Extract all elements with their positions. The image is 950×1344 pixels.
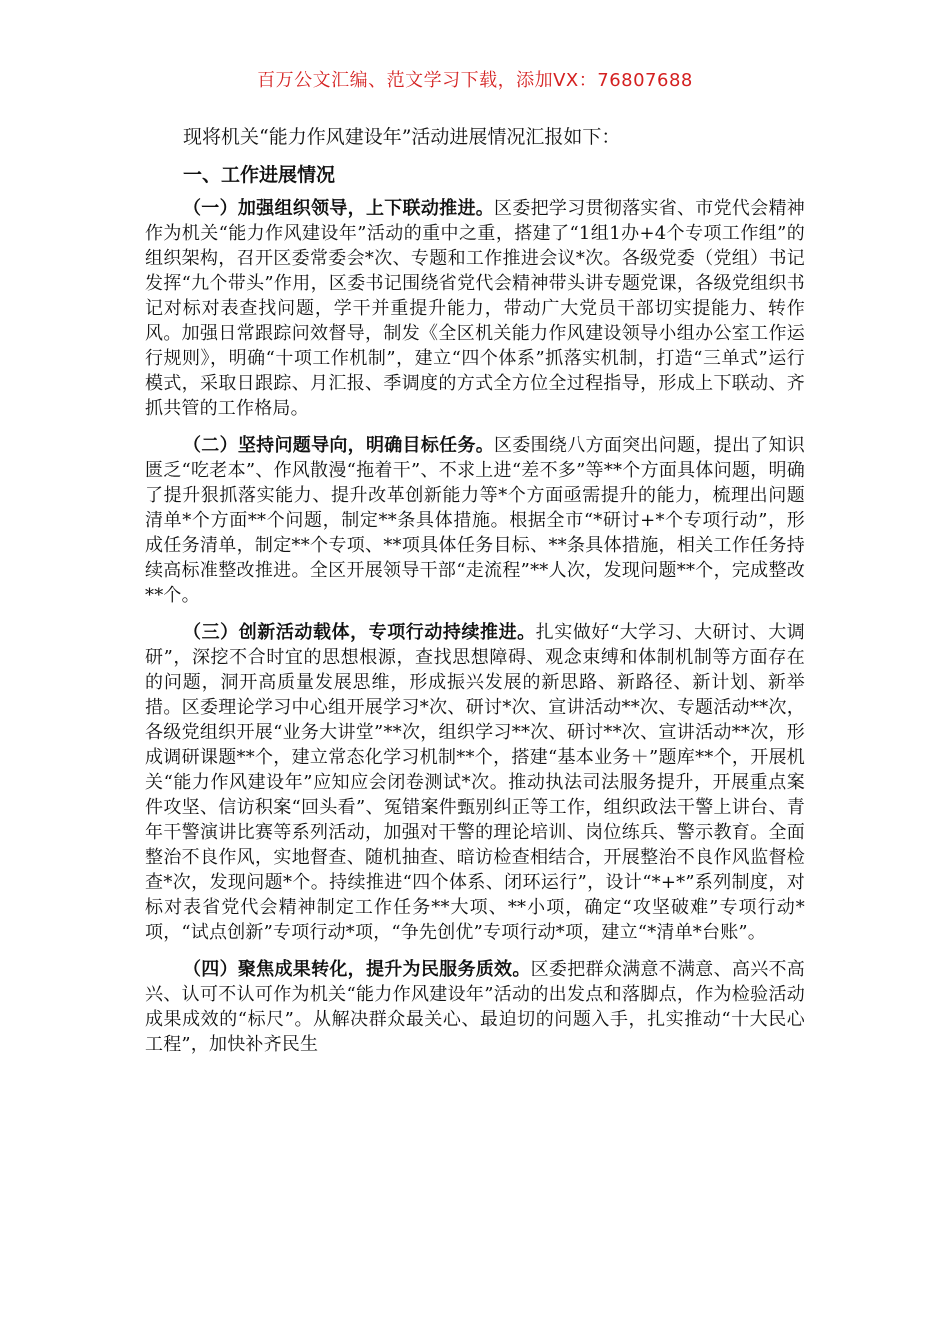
paragraph-4-lead: （四）聚焦成果转化，提升为民服务质效。 — [183, 959, 531, 980]
paragraph-3 — [145, 620, 805, 945]
paragraph-1 — [145, 196, 805, 421]
paragraph-3-body: 扎实做好“大学习、大研讨、大调研”，深挖不合时宜的思想根源，查找思想障碍、观念束缚和体制机制等方面存在的问题，洞开高质量发展思维，形成振兴发展的新思路、新路径、新计划、新举措。区委理论学习中心组开展学习*次、研讨*次、宣讲活动**次、专题活动**次，各级党组织开展“业务大讲堂”**次，组织学习**次、研讨**次、宣讲活动**次，形成调研课题**个，建立常态化学习机制**个，搭建“基本业务＋”题库**个，开展机关“能力作风建设年”应知应会闭卷测试*次。推动执法司法服务提升，开展重点案件攻坚、信访积案“回头看”、冤错案件甄别纠正等工作，组织政法干警上讲台、青年干警演讲比赛等系列活动，加强对干警的理论培训、岗位练兵、警示教育。全面整治不良作风，实地督查、随机抽查、暗访检查相结合，开展整治不良作风监督检查*次，发现问题*个。持续推进“四个体系、闭环运行”，设计“*+*”系列制度，对标对表省党代会精神制定工作任务**大项、**小项，确定“攻坚破难”专项行动*项，“试点创新”专项行动*项，“争先创优”专项行动*项，建立“*清单*台账”。 — [145, 622, 805, 943]
intro-paragraph: 现将机关“能力作风建设年”活动进展情况汇报如下： — [183, 126, 621, 148]
section-heading: 一、工作进展情况 — [183, 164, 336, 186]
paragraph-2 — [145, 433, 805, 608]
paragraph-1-body: 区委把学习贯彻落实省、市党代会精神作为机关“能力作风建设年”活动的重中之重，搭建了“1组1办+4个专项工作组”的组织架构，召开区委常委会*次、专题和工作推进会议*次。各级党委（党组）书记发挥“九个带头”作用，区委书记围绕省党代会精神带头讲专题党课，各级党组织书记对标对表查找问题，学干并重提升能力，带动广大党员干部切实提能力、转作风。加强日常跟踪问效督导，制发《全区机关能力作风建设领导小组办公室工作运行规则》，明确“十项工作机制”，建立“四个体系”抓落实机制，打造“三单式”运行模式，采取日跟踪、月汇报、季调度的方式全方位全过程指导，形成上下联动、齐抓共管的工作格局。 — [145, 198, 805, 419]
paragraph-1-lead: （一）加强组织领导，上下联动推进。 — [183, 198, 495, 219]
watermark-header: 百万公文汇编、范文学习下载，添加VX：76807688 — [257, 70, 693, 91]
paragraph-2-body: 区委围绕八方面突出问题，提出了知识匮乏“吃老本”、作风散漫“拖着干”、不求上进“差不多”等**个方面具体问题，明确了提升狠抓落实能力、提升改革创新能力等*个方面亟需提升的能力，梳理出问题清单*个方面**个问题，制定**条具体措施。根据全市“*研讨+*个专项行动”，形成任务清单，制定**个专项、**项具体任务目标、**条具体措施，相关工作任务持续高标准整改推进。全区开展领导干部“走流程”**人次，发现问题**个，完成整改**个。 — [145, 435, 805, 606]
paragraph-2-lead: （二）坚持问题导向，明确目标任务。 — [183, 435, 495, 456]
paragraph-4 — [145, 957, 805, 1057]
paragraph-4-body: 区委把群众满意不满意、高兴不高兴、认可不认可作为机关“能力作风建设年”活动的出发点和落脚点，作为检验活动成果成效的“标尺”。从解决群众最关心、最迫切的问题入手，扎实推动“十大民心工程”，加快补齐民生 — [145, 959, 805, 1055]
paragraph-3-lead: （三）创新活动载体，专项行动持续推进。 — [183, 622, 536, 643]
document-body — [145, 122, 805, 1069]
